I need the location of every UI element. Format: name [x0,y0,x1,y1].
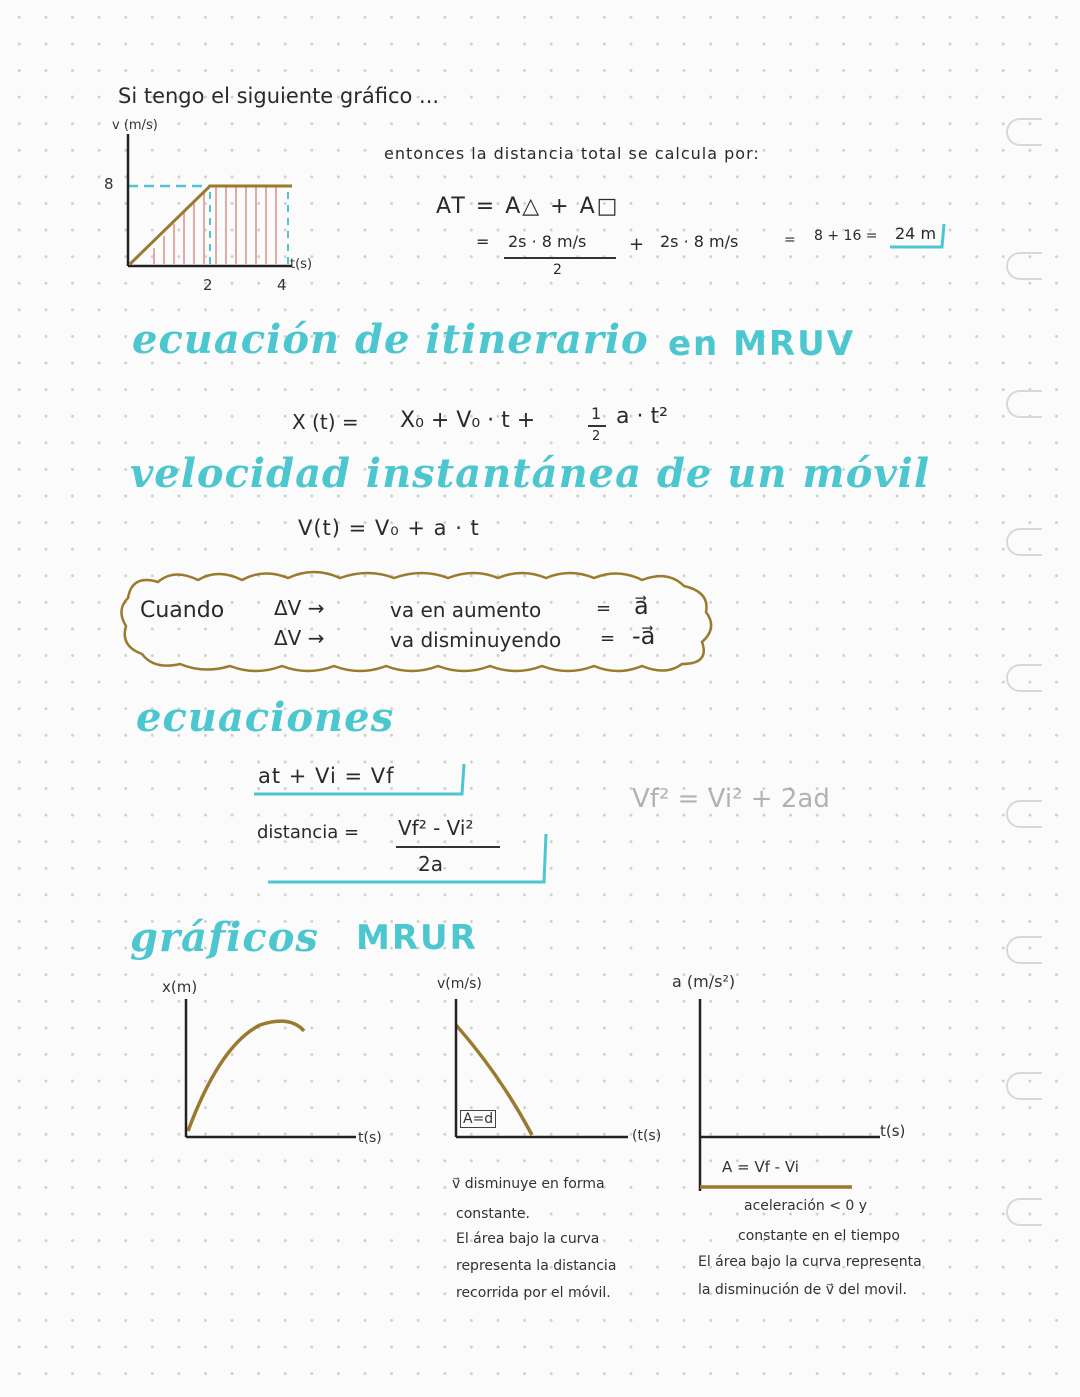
itinerary-frac-line [588,425,606,427]
graph-v-note-5: recorrida por el móvil. [456,1285,611,1301]
notebook-ring [1006,252,1042,280]
calc-result: 24 m [895,224,937,243]
equation-1: at + Vi = Vf [258,764,395,788]
cloud-row1-text: va en aumento [390,598,542,622]
velocity-title: velocidad instantánea de un móvil [130,450,931,497]
distance-box [264,830,554,890]
cloud-row1-eq: = [596,598,612,619]
graph-v-note-2: constante. [456,1206,530,1222]
itinerary-eq-tail: a · t² [616,404,668,429]
notebook-ring [1006,118,1042,146]
notebook-ring [1006,390,1042,418]
cloud-when: Cuando [140,598,225,623]
calc-frac-line [504,257,616,259]
graph-v-area-label: A=d [460,1110,496,1128]
graph-a-note-4: la disminución de v⃗ del movil. [698,1282,907,1298]
notebook-ring [1006,664,1042,692]
graph-x-xlabel: t(s) [358,1130,382,1146]
graph1-xtick-2: 2 [203,276,213,294]
cloud-row2-result: -a⃗ [632,622,656,650]
graph-v-xlabel: (t(s) [632,1128,662,1144]
notebook-ring [1006,528,1042,556]
notebook-ring [1006,1072,1042,1100]
calc-term2: 2s · 8 m/s [660,232,739,251]
faint-equation: Vf² = Vi² + 2ad [632,784,830,814]
calc-eq2: = [784,232,796,248]
graphs-title-script: gráficos [130,914,319,961]
position-graph [180,995,380,1145]
graph-a-area-label: A = Vf - Vi [722,1158,799,1176]
equations-title: ecuaciones [136,694,395,741]
intro-text: Si tengo el siguiente gráfico ... [118,84,440,108]
graph-v-note-4: representa la distancia [456,1258,617,1274]
graph1-ytick: 8 [104,175,114,193]
cloud-row2-eq: = [600,628,616,649]
distance-label: distancia = [257,822,360,843]
graph-a-ylabel: a (m/s²) [672,972,736,991]
cloud-row2-delta: ΔV → [274,626,325,650]
calc-num1: 2s · 8 m/s [508,232,587,251]
itinerary-eq-lhs: X (t) = [292,410,359,434]
calc-plus: + [629,234,645,255]
cloud-row1-result: a⃗ [634,592,649,620]
itinerary-frac-den: 2 [592,429,601,444]
notebook-ring [1006,936,1042,964]
itinerary-eq-rhs: X₀ + V₀ · t + [400,408,536,433]
calc-sum: 8 + 16 = [814,228,878,244]
distance-num: Vf² - Vi² [398,816,474,840]
formula-area: AT = A△ + A□ [436,194,620,219]
notebook-ring [1006,1198,1042,1226]
cloud-row2-text: va disminuyendo [390,628,562,652]
calc-den1: 2 [553,262,562,278]
equation-1-box [250,760,470,800]
calc-eq: = [476,232,490,251]
graph1-xtick-4: 4 [277,276,287,294]
itinerary-title-script: ecuación de itinerario [132,316,649,363]
cloud-row1-delta: ΔV → [274,596,325,620]
graph-v-ylabel: v(m/s) [437,976,482,992]
graph-a-note-1: aceleración < 0 y [744,1198,868,1214]
graph-a-note-3: El área bajo la curva representa [698,1254,922,1270]
position-curve [188,1021,304,1131]
distance-den: 2a [418,852,443,876]
graph-v-note-1: v⃗ disminuye en forma [452,1176,605,1192]
graph1-xlabel: t(s) [290,257,313,272]
result-box [890,220,950,250]
graph-v-note-3: El área bajo la curva [456,1231,600,1247]
graphs-title-caps: MRUR [356,918,478,958]
itinerary-title-caps: en MRUV [668,324,856,364]
cloud-outline [118,568,718,678]
itinerary-frac-num: 1 [591,404,602,423]
notebook-ring [1006,800,1042,828]
graph-a-note-2: constante en el tiempo [738,1228,900,1244]
explanation-text: entonces la distancia total se calcula por: [384,144,760,163]
velocity-time-graph [120,130,320,280]
graph-x-ylabel: x(m) [162,978,198,996]
velocity-eq: V(t) = V₀ + a · t [298,516,480,540]
graph-a-xlabel: t(s) [880,1122,906,1140]
graph1-ylabel: v (m/s) [112,118,158,133]
graph-hatching [154,186,276,264]
